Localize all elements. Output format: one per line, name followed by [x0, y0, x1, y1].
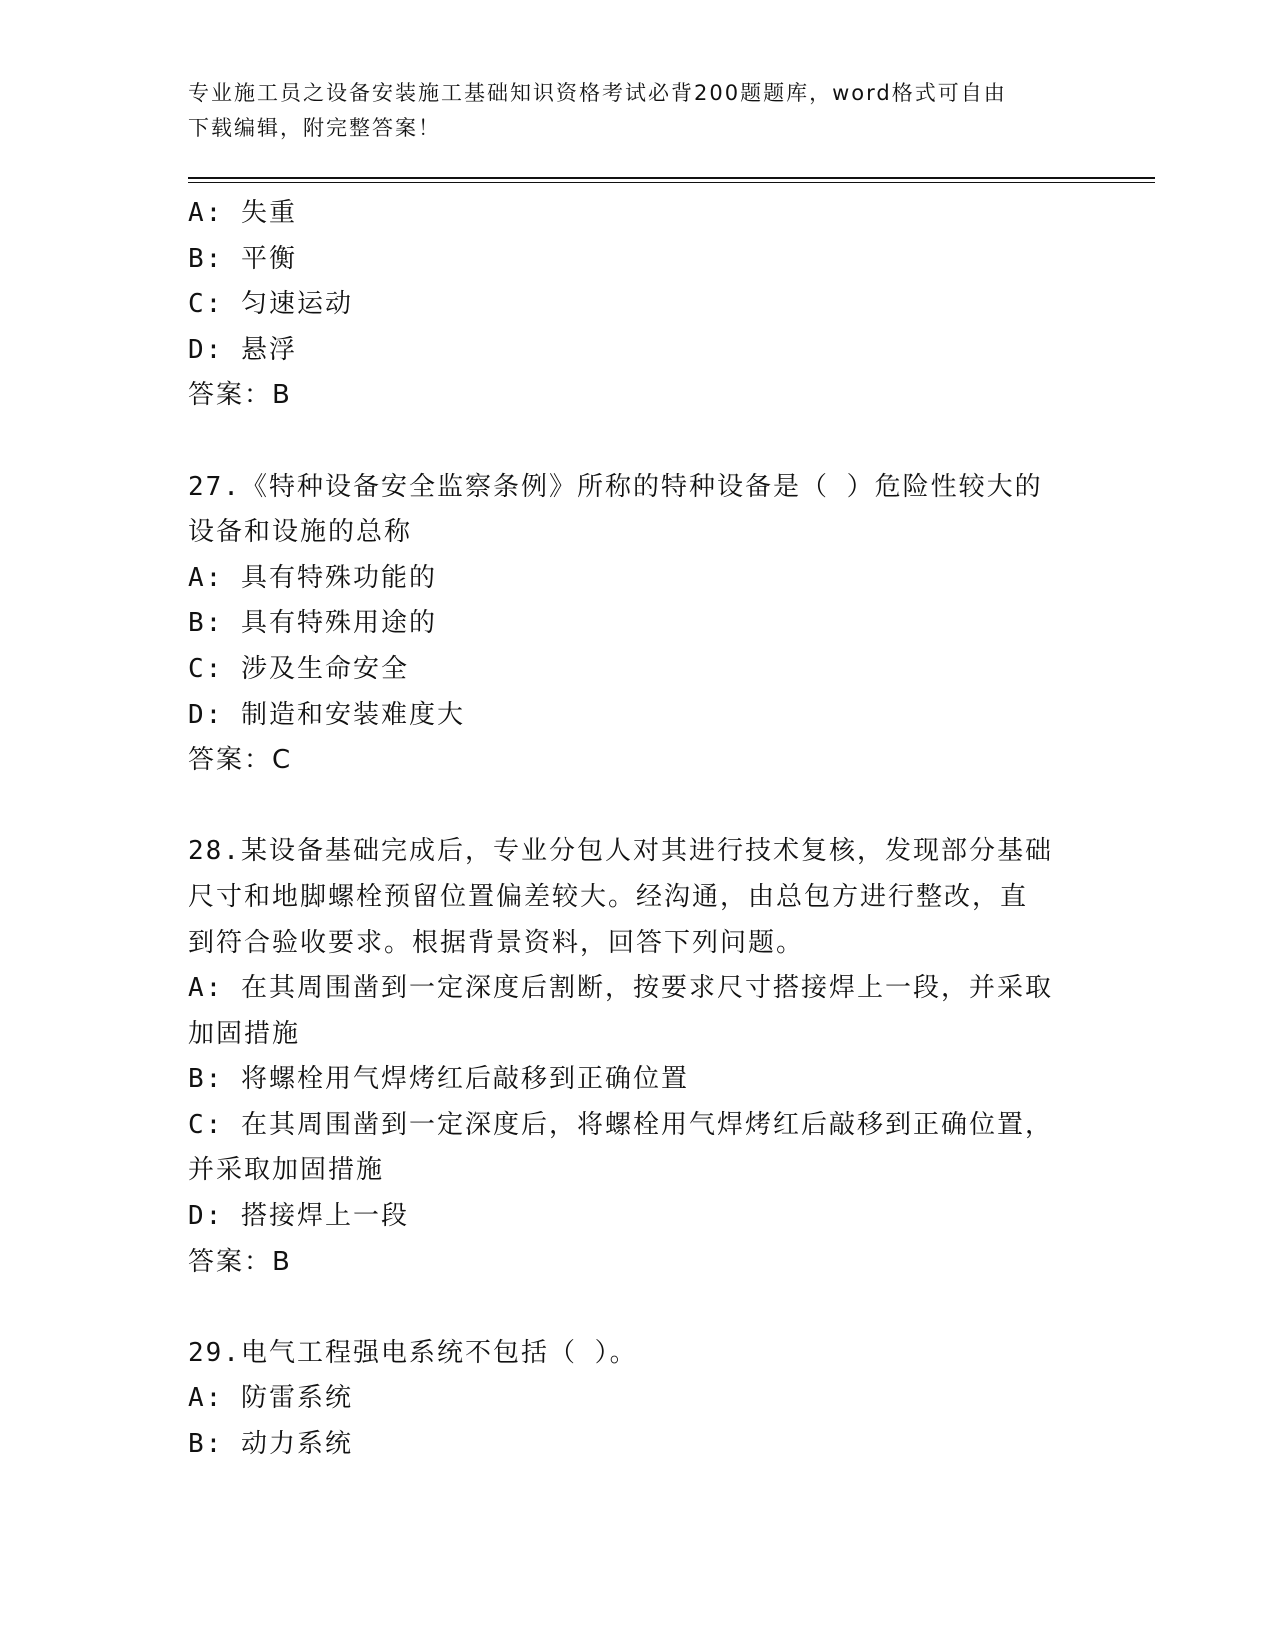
question-stem: 到符合验收要求。根据背景资料，回答下列问题。 — [188, 927, 805, 958]
option-b: B: 将螺栓用气焊烤红后敲移到正确位置 — [188, 1064, 689, 1095]
option-a: A: 防雷系统 — [188, 1383, 353, 1414]
option-a-continued: 加固措施 — [188, 1018, 301, 1049]
header-line-1: 专业施工员之设备安装施工基础知识资格考试必背200题题库，word格式可自由 — [188, 81, 1007, 105]
header-divider-thin — [188, 182, 1155, 183]
header-line-2: 下载编辑，附完整答案！ — [188, 116, 441, 140]
spacer — [188, 1285, 1088, 1331]
option-d: D: 悬浮 — [188, 334, 297, 365]
question-26-options — [188, 191, 1088, 419]
question-content — [188, 191, 1088, 1468]
question-27 — [188, 465, 1088, 784]
document-header — [188, 76, 1068, 146]
option-b: B: 具有特殊用途的 — [188, 608, 437, 639]
option-d: D: 制造和安装难度大 — [188, 699, 465, 730]
option-a: A: 在其周围凿到一定深度后割断，按要求尺寸搭接焊上一段，并采取 — [188, 973, 1053, 1004]
question-stem: 尺寸和地脚螺栓预留位置偏差较大。经沟通，由总包方进行整改，直 — [188, 881, 1029, 912]
question-stem: 28.某设备基础完成后，专业分包人对其进行技术复核，发现部分基础 — [188, 836, 1053, 867]
option-c: C: 在其周围凿到一定深度后，将螺栓用气焊烤红后敲移到正确位置， — [188, 1109, 1053, 1140]
answer-line: 答案：B — [188, 1246, 292, 1277]
answer-line: 答案：C — [188, 745, 293, 776]
question-29 — [188, 1331, 1088, 1468]
question-28 — [188, 829, 1088, 1285]
option-b: B: 动力系统 — [188, 1429, 353, 1460]
question-stem: 设备和设施的总称 — [188, 517, 413, 548]
option-c: C: 涉及生命安全 — [188, 653, 409, 684]
spacer — [188, 419, 1088, 465]
option-c: C: 匀速运动 — [188, 289, 353, 320]
option-a: A: 失重 — [188, 198, 297, 228]
header-divider-thick — [188, 177, 1155, 179]
answer-line: 答案：B — [188, 380, 292, 411]
option-c-continued: 并采取加固措施 — [188, 1155, 385, 1186]
option-d: D: 搭接焊上一段 — [188, 1201, 409, 1232]
question-stem: 29.电气工程强电系统不包括（ ）。 — [188, 1337, 638, 1368]
option-a: A: 具有特殊功能的 — [188, 562, 437, 593]
question-stem: 27.《特种设备安全监察条例》所称的特种设备是（ ）危险性较大的 — [188, 471, 1043, 502]
spacer — [188, 784, 1088, 830]
option-b: B: 平衡 — [188, 243, 297, 274]
